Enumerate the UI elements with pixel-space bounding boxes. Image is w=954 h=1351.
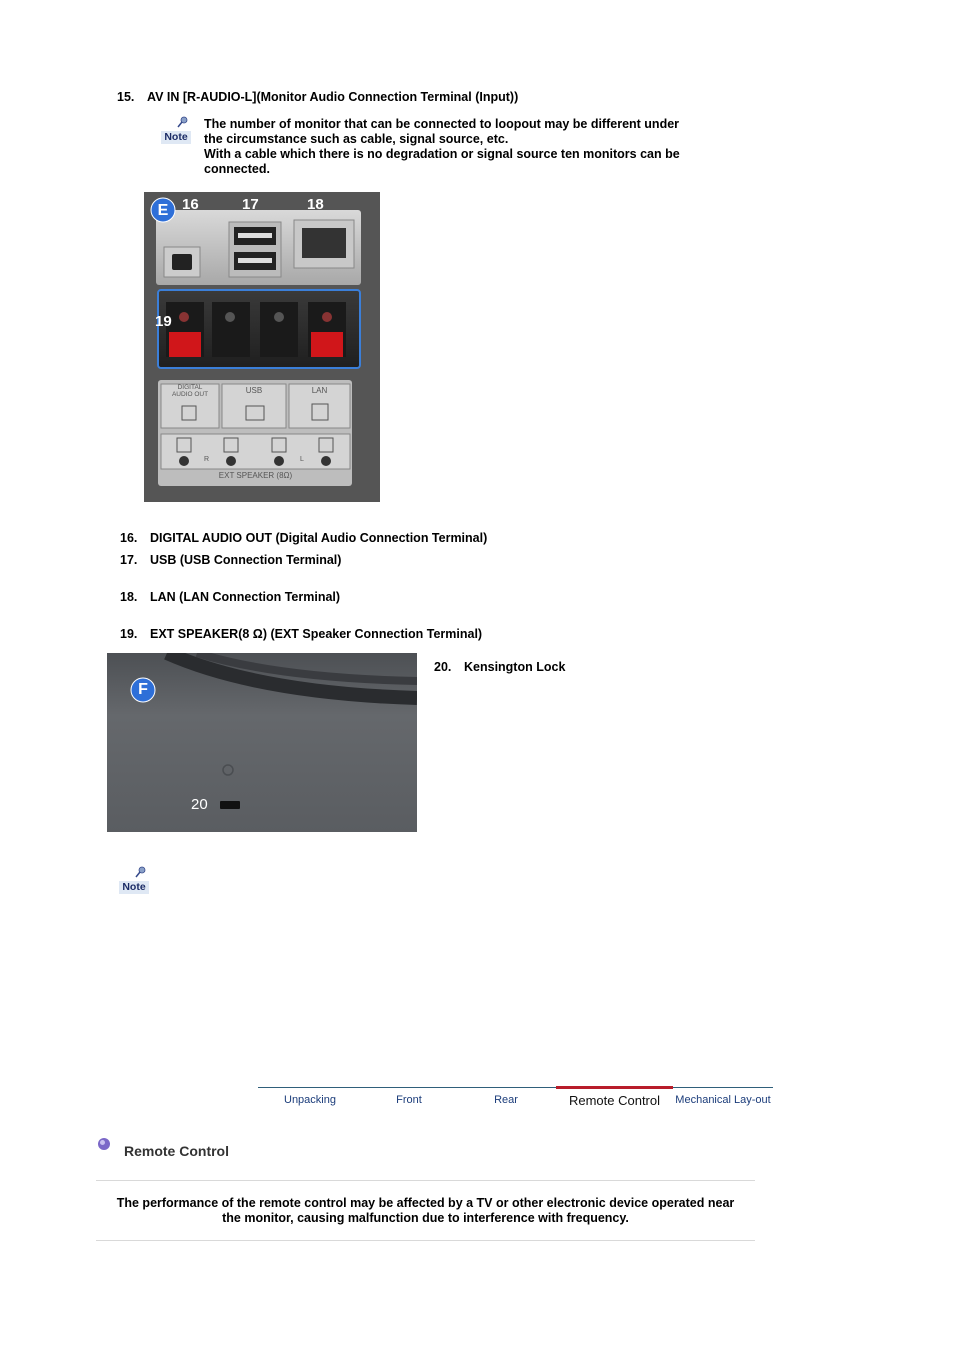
badge-f: F: [138, 681, 148, 698]
pen-icon: [134, 866, 146, 878]
pen-icon: [176, 116, 188, 128]
label-line: AUDIO OUT: [171, 391, 209, 398]
label-ext-speaker: EXT SPEAKER (8Ω): [218, 471, 293, 480]
label-r: R: [204, 456, 210, 463]
label-line: DIGITAL: [177, 384, 203, 391]
tab-mechanical-layout[interactable]: Mechanical Lay-out: [675, 1094, 771, 1106]
tab-remote-control[interactable]: Remote Control: [556, 1086, 673, 1112]
item-20: [434, 660, 565, 674]
item-text: AV IN [R-AUDIO-L](Monitor Audio Connection Terminal (Input)): [147, 90, 519, 104]
note-line: connected.: [204, 162, 270, 176]
label-lan: LAN: [311, 386, 328, 395]
tab-rear[interactable]: Rear: [494, 1094, 518, 1106]
label-17: 17: [242, 196, 259, 213]
badge-e: E: [157, 202, 169, 219]
desc-line: The performance of the remote control may be affected by a TV or other electronic device operated near: [116, 1196, 735, 1210]
item-text: LAN (LAN Connection Terminal): [150, 590, 341, 604]
lock-illustration: [107, 653, 417, 832]
label-digital-audio-out: [161, 384, 219, 398]
item-text: USB (USB Connection Terminal): [150, 553, 342, 567]
item-number: 17.: [120, 553, 138, 567]
item-16: [120, 531, 487, 545]
kensington-lock-photo-f: [107, 653, 417, 832]
item-15: [117, 90, 518, 104]
item-17: [120, 553, 341, 567]
label-18: 18: [307, 196, 324, 213]
tab-unpacking[interactable]: Unpacking: [284, 1094, 336, 1106]
item-text: Kensington Lock: [464, 660, 566, 674]
item-18: [120, 590, 340, 604]
note-line: With a cable which there is no degradation or signal source ten monitors can be: [204, 147, 680, 161]
desc-line: the monitor, causing malfunction due to interference with frequency.: [222, 1211, 629, 1225]
item-text: EXT SPEAKER(8 Ω) (EXT Speaker Connection Terminal): [150, 627, 483, 641]
divider: [96, 1180, 755, 1181]
item-number: 16.: [120, 531, 138, 545]
label-usb: USB: [245, 386, 263, 395]
tab-front[interactable]: Front: [396, 1094, 422, 1106]
note-line: the circumstance such as cable, signal source, etc.: [204, 132, 509, 146]
note-line: The number of monitor that can be connected to loopout may be different under: [204, 117, 680, 131]
item-number: 19.: [120, 627, 138, 641]
label-16: 16: [182, 196, 199, 213]
note-label: Note: [161, 131, 191, 144]
note-label: Note: [119, 881, 149, 894]
note-text: [204, 117, 680, 177]
panel-illustration: [144, 192, 380, 502]
section-title: Remote Control: [124, 1143, 229, 1159]
label-l: L: [300, 456, 304, 463]
bullet-icon: [97, 1137, 111, 1151]
note-icon: [119, 866, 149, 894]
item-number: 20.: [434, 660, 452, 674]
item-number: 18.: [120, 590, 138, 604]
rear-panel-photo-e: [144, 192, 380, 502]
section-description: [96, 1196, 755, 1226]
item-19: [120, 627, 482, 641]
section-nav: [258, 1087, 773, 1112]
label-20: 20: [191, 796, 208, 813]
item-number: 15.: [117, 90, 135, 104]
divider: [96, 1240, 755, 1241]
label-19: 19: [155, 313, 172, 330]
item-text: DIGITAL AUDIO OUT (Digital Audio Connection Terminal): [150, 531, 488, 545]
note-icon: [161, 116, 191, 144]
